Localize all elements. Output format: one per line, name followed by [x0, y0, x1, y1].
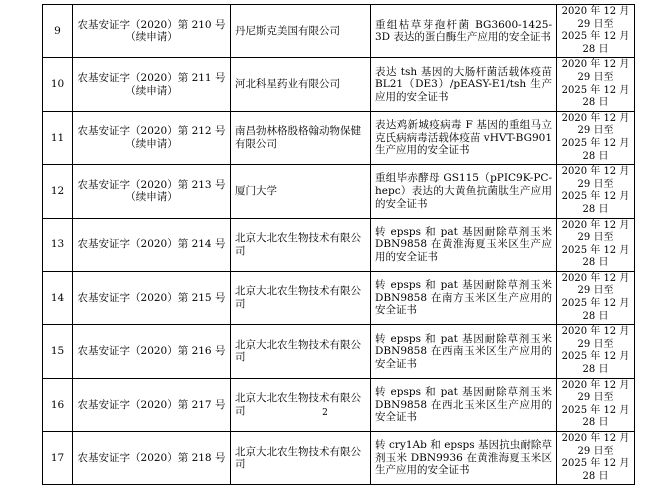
row-number: 9 — [43, 5, 73, 58]
period-end: 2025 年 12 月 28 日 — [561, 191, 630, 215]
row-number: 17 — [43, 432, 73, 485]
certificate-number: 农基安证字（2020）第 217 号 — [77, 398, 226, 411]
certificate-description: 重组枯草芽孢杆菌 BG3600-1425-3D 表达的蛋白酶生产应用的安全证书 — [371, 5, 557, 58]
renewal-note: （续申请） — [125, 31, 178, 44]
period-end: 2025 年 12 月 28 日 — [561, 31, 630, 55]
row-number: 14 — [43, 271, 73, 324]
period-end: 2025 年 12 月 28 日 — [561, 84, 630, 109]
certificate-number: 农基安证字（2020）第 215 号 — [77, 291, 226, 304]
validity-period-cell — [557, 378, 635, 431]
period-end: 2025 年 12 月 28 日 — [561, 351, 630, 376]
period-start: 2020 年 12 月 29 日至 — [561, 166, 630, 190]
period-end: 2025 年 12 月 28 日 — [561, 137, 630, 162]
period-start: 2020 年 12 月 29 日至 — [561, 326, 630, 350]
validity-period-cell — [557, 271, 635, 324]
certificate-number: 农基安证字（2020）第 210 号 — [77, 18, 226, 31]
organization: 北京大北农生物技术有限公司 — [231, 432, 371, 485]
validity-period-cell — [557, 432, 635, 485]
table-row — [43, 218, 635, 271]
certificate-description: 转 epsps 和 pat 基因耐除草剂玉米 DBN9858 在西南玉米区生产应用的安全证书 — [371, 325, 557, 378]
certificate-number-cell — [73, 218, 231, 271]
certificate-number: 农基安证字（2020）第 218 号 — [77, 451, 226, 464]
certificate-number-cell — [73, 271, 231, 324]
organization: 北京大北农生物技术有限公司 — [231, 378, 371, 431]
table-row — [43, 271, 635, 324]
table-row — [43, 165, 635, 218]
certificate-description: 重组毕赤酵母 GS115（pPIC9K-PC-hepc）表达的大黄鱼抗菌肽生产应用的安全证书 — [371, 165, 557, 218]
validity-period-cell — [557, 218, 635, 271]
certificate-number-cell — [73, 378, 231, 431]
validity-period-cell — [557, 5, 635, 58]
period-start: 2020 年 12 月 29 日至 — [561, 112, 630, 137]
period-end: 2025 年 12 月 28 日 — [561, 244, 630, 269]
table-row — [43, 378, 635, 431]
period-end: 2025 年 12 月 28 日 — [561, 298, 630, 322]
renewal-note: （续申请） — [125, 84, 178, 97]
certificate-description: 转 epsps 和 pat 基因耐除草剂玉米 DBN9858 在西北玉米区生产应用的安全证书 — [371, 378, 557, 431]
row-number: 13 — [43, 218, 73, 271]
organization: 丹尼斯克美国有限公司 — [231, 5, 371, 58]
organization: 南昌勃林格殷格翰动物保健有限公司 — [231, 111, 371, 164]
row-number: 16 — [43, 378, 73, 431]
validity-period-cell — [557, 165, 635, 218]
organization: 北京大北农生物技术有限公司 — [231, 325, 371, 378]
organization: 河北科星药业有限公司 — [231, 58, 371, 111]
certificate-number: 农基安证字（2020）第 212 号 — [77, 125, 226, 138]
period-start: 2020 年 12 月 29 日至 — [561, 59, 630, 83]
organization: 北京大北农生物技术有限公司 — [231, 271, 371, 324]
organization: 北京大北农生物技术有限公司 — [231, 218, 371, 271]
table-row — [43, 325, 635, 378]
table-row — [43, 5, 635, 58]
period-start: 2020 年 12 月 29 日至 — [561, 272, 630, 297]
period-start: 2020 年 12 月 29 日至 — [561, 379, 630, 404]
table-row — [43, 58, 635, 111]
certificate-number: 农基安证字（2020）第 213 号 — [77, 178, 226, 191]
row-number: 11 — [43, 111, 73, 164]
certificate-description: 转 epsps 和 pat 基因耐除草剂玉米 DBN9858 在南方玉米区生产应用的安全证书 — [371, 271, 557, 324]
period-end: 2025 年 12 月 28 日 — [561, 404, 630, 429]
table-row — [43, 432, 635, 485]
validity-period-cell — [557, 58, 635, 111]
certificate-number: 农基安证字（2020）第 216 号 — [77, 345, 226, 358]
certificate-description: 转 cry1Ab 和 epsps 基因抗虫耐除草剂玉米 DBN9936 在黄淮海夏玉米区生产应用的安全证书 — [371, 432, 557, 485]
certificate-description: 表达 tsh 基因的大肠杆菌活载体疫苗 BL21（DE3）/pEASY-E1/tsh 生产应用的安全证书 — [371, 58, 557, 111]
period-start: 2020 年 12 月 29 日至 — [561, 219, 630, 244]
certificate-number: 农基安证字（2020）第 214 号 — [77, 238, 226, 251]
renewal-note: （续申请） — [125, 137, 178, 150]
page-number: 2 — [322, 408, 328, 418]
certificate-number-cell — [73, 432, 231, 485]
validity-period-cell — [557, 111, 635, 164]
certificate-number-cell — [73, 58, 231, 111]
period-start: 2020 年 12 月 29 日至 — [561, 6, 630, 30]
table-row — [43, 111, 635, 164]
renewal-note: （续申请） — [125, 191, 178, 204]
row-number: 15 — [43, 325, 73, 378]
certificate-number-cell — [73, 5, 231, 58]
certificate-number-cell — [73, 325, 231, 378]
organization: 厦门大学 — [231, 165, 371, 218]
certificate-description: 表达鸡新城疫病毒 F 基因的重组马立克氏病病毒活载体疫苗 vHVT-BG901 生产应用的安全证书 — [371, 111, 557, 164]
certificate-number-cell — [73, 165, 231, 218]
certificate-number: 农基安证字（2020）第 211 号 — [77, 71, 226, 84]
certificate-number-cell — [73, 111, 231, 164]
row-number: 10 — [43, 58, 73, 111]
period-end: 2025 年 12 月 28 日 — [561, 458, 630, 482]
certificate-description: 转 epsps 和 pat 基因耐除草剂玉米 DBN9858 在黄淮海夏玉米区生产应用的安全证书 — [371, 218, 557, 271]
row-number: 12 — [43, 165, 73, 218]
period-start: 2020 年 12 月 29 日至 — [561, 433, 630, 457]
validity-period-cell — [557, 325, 635, 378]
